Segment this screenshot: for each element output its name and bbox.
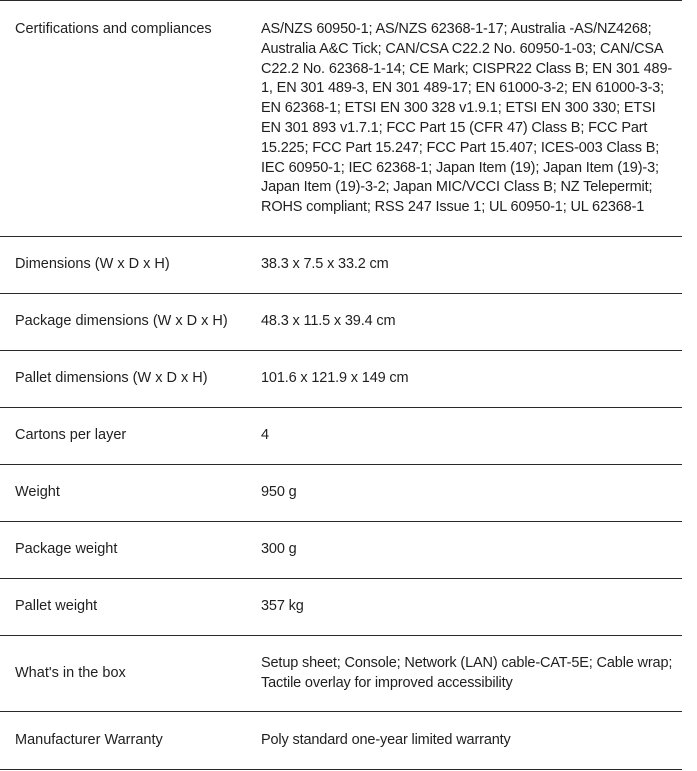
spec-label: Weight — [15, 484, 60, 501]
spec-value: 357 kg — [261, 598, 304, 615]
spec-value: 300 g — [261, 541, 297, 558]
spec-row-weight — [0, 465, 682, 522]
spec-row-dimensions — [0, 237, 682, 294]
spec-row-manufacturer-warranty — [0, 712, 682, 770]
spec-label: Manufacturer Warranty — [15, 731, 163, 748]
spec-label: Package dimensions (W x D x H) — [15, 313, 228, 330]
spec-row-package-dimensions — [0, 294, 682, 351]
spec-row-pallet-weight — [0, 579, 682, 636]
spec-row-certifications — [0, 1, 682, 237]
spec-value: 4 — [261, 427, 269, 444]
spec-label: Pallet dimensions (W x D x H) — [15, 370, 208, 387]
spec-value: 101.6 x 121.9 x 149 cm — [261, 370, 409, 387]
spec-value: 950 g — [261, 484, 297, 501]
spec-label: Pallet weight — [15, 598, 98, 615]
spec-row-cartons-per-layer — [0, 408, 682, 465]
spec-row-whats-in-the-box — [0, 636, 682, 712]
spec-label: What's in the box — [15, 664, 126, 681]
spec-label: Package weight — [15, 541, 118, 558]
spec-value: Setup sheet; Console; Network (LAN) cable-CAT-5E; Cable wrap; Tactile overlay for improved accessibility — [261, 654, 673, 691]
spec-row-pallet-dimensions — [0, 351, 682, 408]
spec-row-package-weight — [0, 522, 682, 579]
spec-value: 38.3 x 7.5 x 33.2 cm — [261, 256, 389, 273]
spec-label: Dimensions (W x D x H) — [15, 256, 170, 273]
spec-value: 48.3 x 11.5 x 39.4 cm — [261, 313, 396, 330]
spec-label: Certifications and compliances — [15, 21, 212, 37]
spec-label: Cartons per layer — [15, 427, 127, 444]
spec-value: AS/NZS 60950-1; AS/NZS 62368-1-17; Australia -AS/NZ4268; Australia A&C Tick; CAN/CSA C22.2 No. 60950-1-03; CAN/CSA C22.2 No. 62368-1-14; CE Mark; CISPR22 Class B; EN 301 489-1, EN 301 489-3, EN 301 489-17; EN 61000-3-2; EN 61000-3-3; EN 62368-1; ETSI EN 300 328 v1.9.1; ETSI EN 300 330; ETSI EN 301 893 v1.7.1; FCC Part 15 (CFR 47) Class B; FCC Part 15.225; FCC Part 15.247; FCC Part 15.407; ICES-003 Class B; IEC 60950-1; IEC 62368-1; Japan Item (19); Japan Item (19)-3; Japan Item (19)-3-2; Japan MIC/VCCI Class B; NZ Telepermit; ROHS compliant; RSS 247 Issue 1; UL 60950-1; UL 62368-1 — [261, 21, 673, 216]
spec-value: Poly standard one-year limited warranty — [261, 731, 511, 748]
